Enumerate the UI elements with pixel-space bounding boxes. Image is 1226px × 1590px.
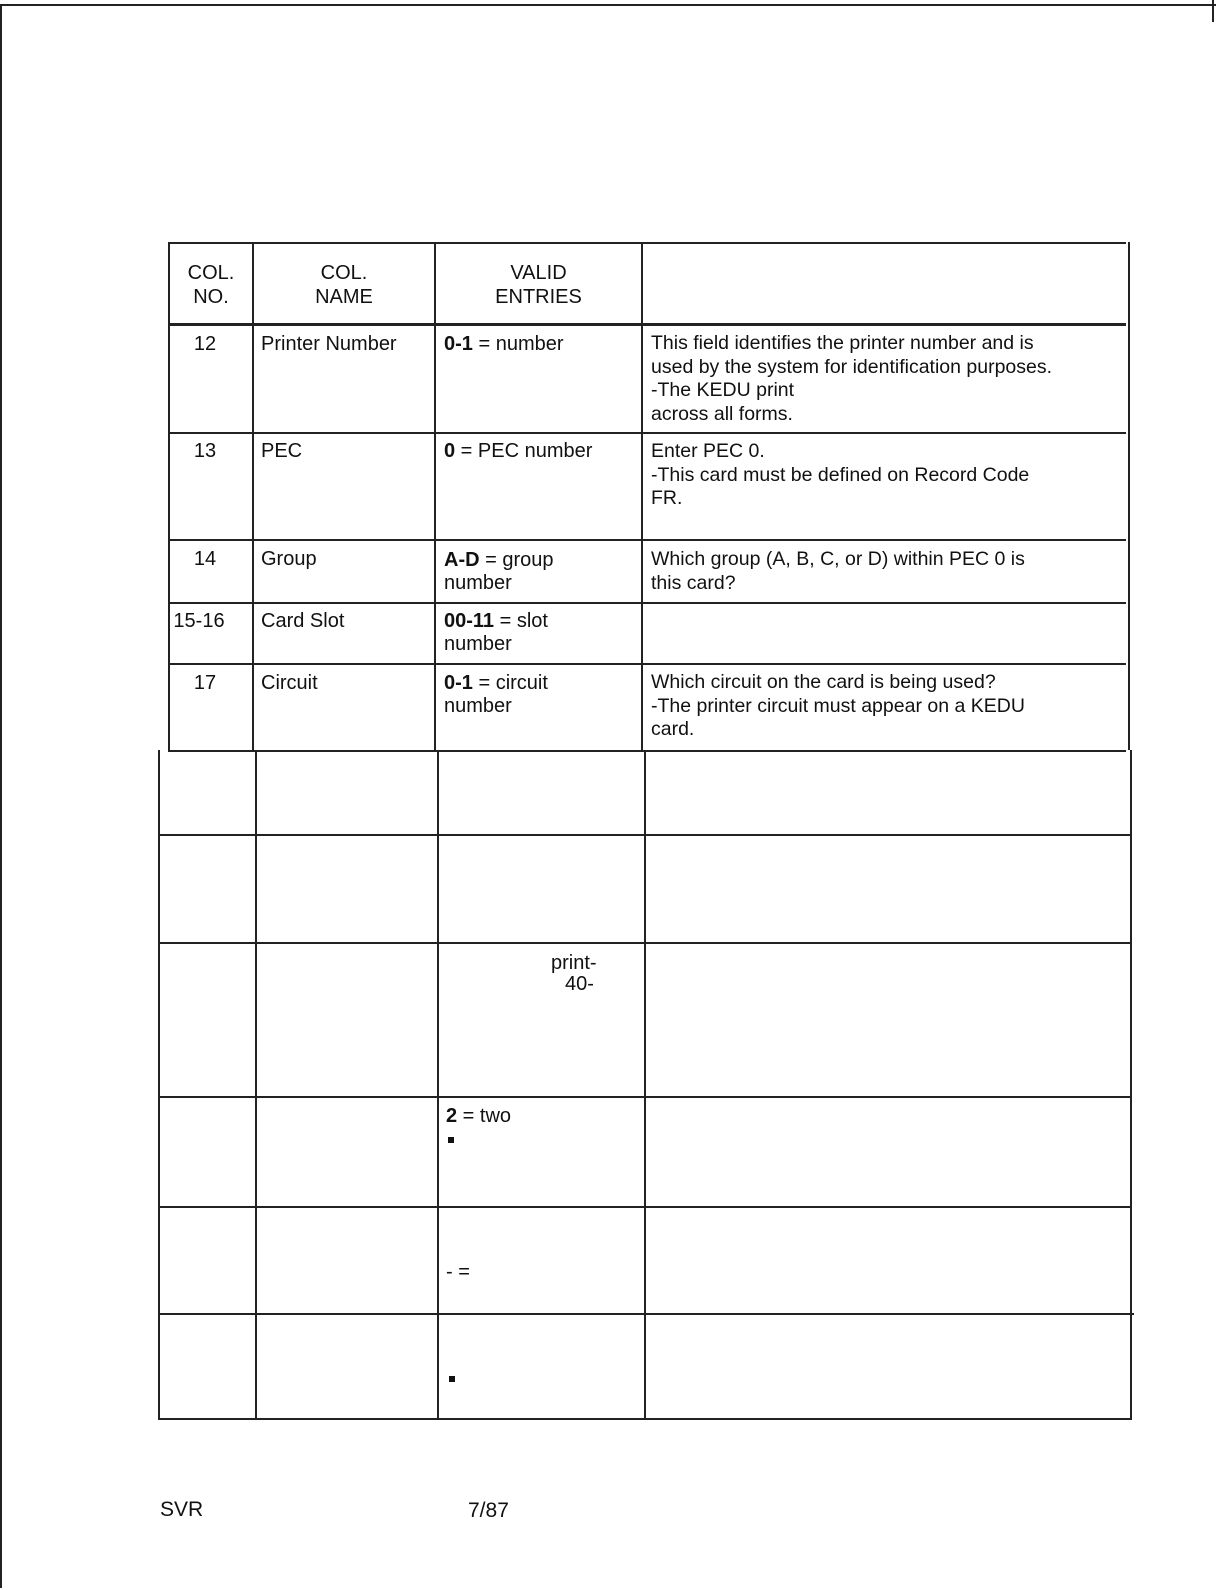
- col-line: [255, 750, 257, 1420]
- col-line: [641, 242, 643, 752]
- col-line: [644, 750, 646, 1420]
- header-rule: [170, 323, 1126, 326]
- col-name: Printer Number: [261, 333, 397, 355]
- row-rule: [160, 1313, 1134, 1315]
- col-name: Card Slot: [261, 610, 345, 632]
- col-line: [1130, 750, 1132, 1420]
- page-edge-mark: [1212, 0, 1214, 22]
- col-line: [437, 750, 439, 1420]
- col-no: 13: [193, 440, 217, 462]
- col-no: 17: [193, 672, 217, 694]
- col-no: 15-16: [173, 610, 225, 632]
- col-line: [158, 750, 160, 1420]
- row-rule: [170, 432, 1126, 434]
- col-line: [434, 242, 436, 752]
- description: Enter PEC 0. -This card must be defined on Record Code FR.: [651, 440, 1030, 509]
- row-rule: [160, 1206, 1132, 1208]
- col-no: 12: [193, 333, 217, 355]
- entry-fragment-40: 40-: [565, 973, 594, 995]
- row-rule: [170, 539, 1126, 541]
- row-rule: [160, 834, 1132, 836]
- row-rule: [160, 942, 1132, 944]
- valid-entry: A-D = group number: [444, 549, 554, 594]
- col-name: Circuit: [261, 672, 318, 694]
- entry-fragment-two: 2 = two: [446, 1105, 512, 1127]
- col-name: Group: [261, 548, 317, 570]
- table-bottom-rule: [160, 1418, 1132, 1420]
- row-rule: [170, 602, 1126, 604]
- col-line: [252, 242, 254, 752]
- col-name: PEC: [261, 440, 303, 462]
- footer-date: 7/87: [468, 1499, 509, 1522]
- col-line: [1128, 242, 1130, 750]
- description: Which group (A, B, C, or D) within PEC 0 is this card?: [651, 548, 1025, 594]
- valid-entry: 00-11 = slot number: [444, 610, 548, 655]
- entry-fragment-print: print-: [551, 952, 597, 974]
- entry-fragment-eq: - =: [446, 1261, 470, 1283]
- header-valid-entries: VALID ENTRIES: [495, 262, 582, 308]
- row-rule: [160, 1096, 1132, 1098]
- valid-entry: 0-1 = number: [444, 333, 564, 355]
- bullet-mark: [448, 1137, 454, 1143]
- col-no: 14: [193, 548, 217, 570]
- description: Which circuit on the card is being used? -The printer circuit must appear on a KEDU card.: [651, 671, 1025, 740]
- table-top-rule: [170, 242, 1126, 244]
- valid-entry: 0 = PEC number: [444, 440, 593, 462]
- header-col-name: COL. NAME: [315, 262, 373, 308]
- row-rule: [170, 663, 1126, 665]
- valid-entry: 0-1 = circuit number: [444, 672, 548, 717]
- row-rule: [170, 750, 1126, 752]
- bullet-mark: [449, 1376, 455, 1382]
- footer-left: SVR: [160, 1498, 204, 1521]
- description: This field identifies the printer number and is used by the system for identification purposes. -The KEDU print across all forms.: [651, 332, 1053, 425]
- header-col-no: COL. NO.: [187, 262, 235, 308]
